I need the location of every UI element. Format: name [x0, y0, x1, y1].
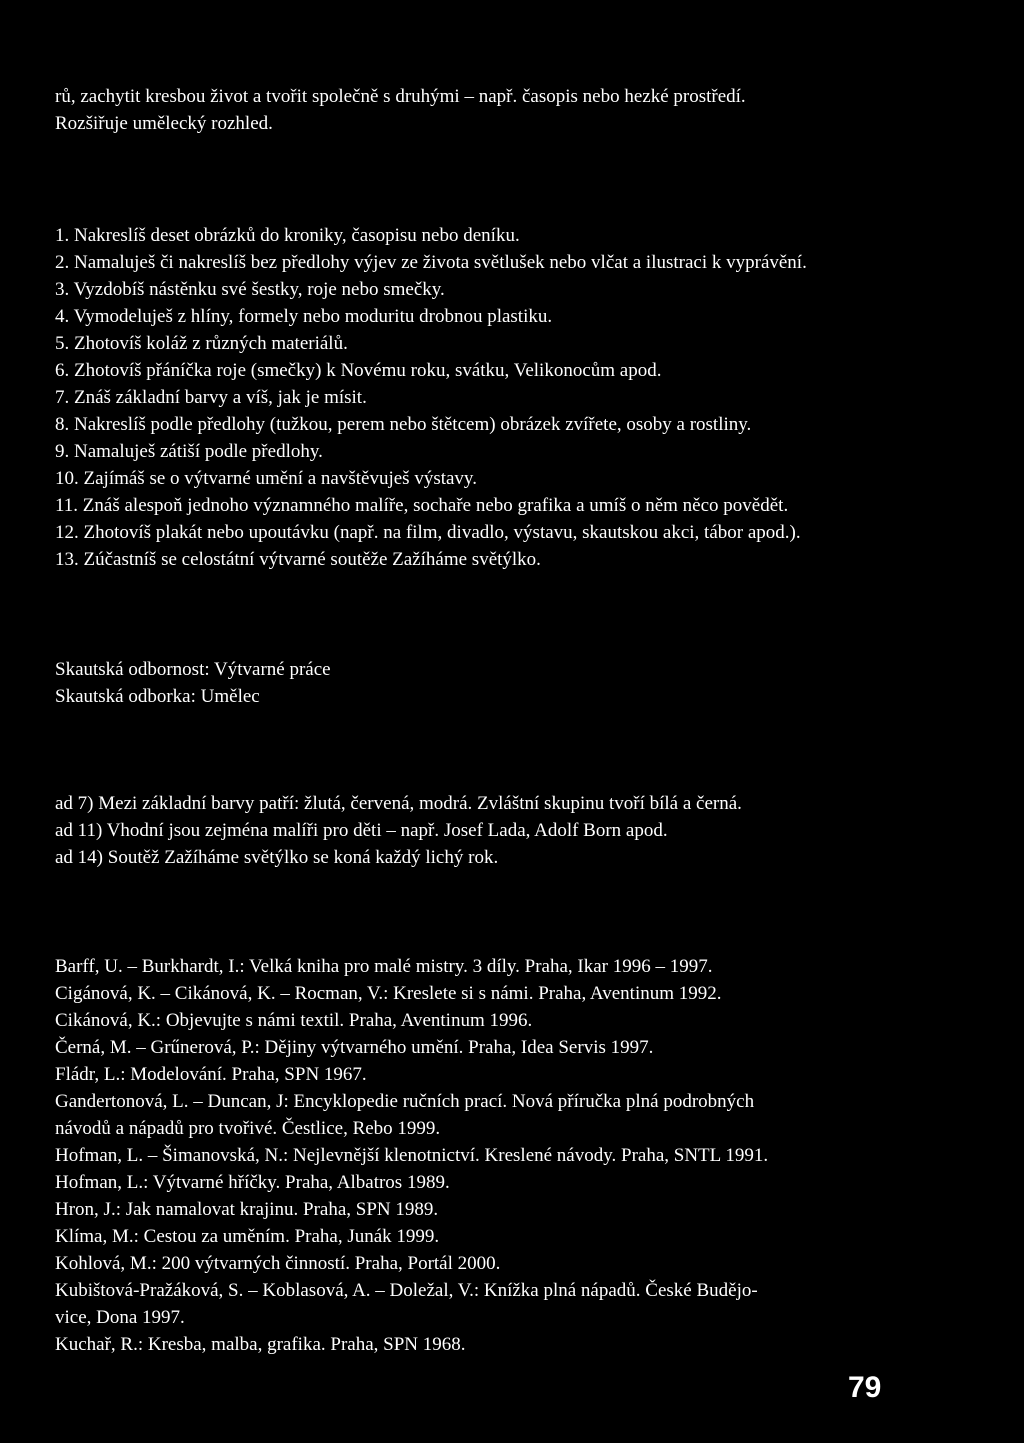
task-item: 5. Zhotovíš koláž z různých materiálů. — [55, 333, 348, 354]
task-item: 6. Zhotovíš přáníčka roje (smečky) k Novému roku, svátku, Velikonocům apod. — [55, 360, 662, 381]
literature-item: Kubištová-Pražáková, S. – Koblasová, A. – Doležal, V.: Knížka plná nápadů. České Budějo- — [55, 1280, 758, 1301]
note-item: ad 11) Vhodní jsou zejména malíři pro děti – např. Josef Lada, Adolf Born apod. — [55, 820, 668, 841]
literature-item: Hofman, L.: Výtvarné hříčky. Praha, Albatros 1989. — [55, 1172, 450, 1193]
task-item: 1. Nakreslíš deset obrázků do kroniky, časopisu nebo deníku. — [55, 225, 520, 246]
literature-item: Barff, U. – Burkhardt, I.: Velká kniha pro malé mistry. 3 díly. Praha, Ikar 1996 – 1997. — [55, 956, 713, 977]
task-item: 10. Zajímáš se o výtvarné umění a navštěvuješ výstavy. — [55, 468, 477, 489]
task-item: 3. Vyzdobíš nástěnku své šestky, roje nebo smečky. — [55, 279, 445, 300]
task-item: 11. Znáš alespoň jednoho významného malíře, sochaře nebo grafika a umíš o něm něco povědět. — [55, 495, 789, 516]
task-item: 7. Znáš základní barvy a víš, jak je mísit. — [55, 387, 367, 408]
literature-item: Cigánová, K. – Cikánová, K. – Rocman, V.: Kreslete si s námi. Praha, Aventinum 1992. — [55, 983, 722, 1004]
notes-section — [55, 790, 935, 871]
odbornost-section — [55, 656, 935, 710]
literature-item: vice, Dona 1997. — [55, 1307, 185, 1328]
page-number: 79 — [848, 1371, 882, 1404]
literature-item: Hron, J.: Jak namalovat krajinu. Praha, SPN 1989. — [55, 1199, 439, 1220]
task-item: 13. Zúčastníš se celostátní výtvarné soutěže Zažíháme světýlko. — [55, 549, 541, 570]
literature-item: Černá, M. – Grűnerová, P.: Dějiny výtvarného umění. Praha, Idea Servis 1997. — [55, 1037, 654, 1058]
task-item: 2. Namaluješ či nakreslíš bez předlohy výjev ze života světlušek nebo vlčat a ilustraci k vyprávění. — [55, 252, 807, 273]
literature-item: Hofman, L. – Šimanovská, N.: Nejlevnější klenotnictví. Kreslené návody. Praha, SNTL 1991. — [55, 1145, 769, 1166]
note-item: ad 7) Mezi základní barvy patří: žlutá, červená, modrá. Zvláštní skupinu tvoří bílá a černá. — [55, 793, 742, 814]
intro-line: Rozšiřuje umělecký rozhled. — [55, 113, 273, 134]
literature-list — [55, 953, 935, 1358]
task-item: 12. Zhotovíš plakát nebo upoutávku (např. na film, divadlo, výstavu, skautskou akci, tábor apod.). — [55, 522, 801, 543]
odborka-line: Skautská odborka: Umělec — [55, 686, 260, 707]
literature-item: Klíma, M.: Cestou za uměním. Praha, Junák 1999. — [55, 1226, 440, 1247]
literature-item: Fládr, L.: Modelování. Praha, SPN 1967. — [55, 1064, 367, 1085]
task-item: 8. Nakreslíš podle předlohy (tužkou, perem nebo štětcem) obrázek zvířete, osoby a rostliny. — [55, 414, 752, 435]
task-item: 4. Vymodeluješ z hlíny, formely nebo moduritu drobnou plastiku. — [55, 306, 553, 327]
intro-paragraph — [55, 83, 935, 137]
task-list — [55, 222, 935, 573]
odbornost-line: Skautská odbornost: Výtvarné práce — [55, 659, 331, 680]
literature-item: Kuchař, R.: Kresba, malba, grafika. Praha, SPN 1968. — [55, 1334, 466, 1355]
note-item: ad 14) Soutěž Zažíháme světýlko se koná každý lichý rok. — [55, 847, 499, 868]
task-item: 9. Namaluješ zátiší podle předlohy. — [55, 441, 323, 462]
literature-item: návodů a nápadů pro tvořivé. Čestlice, Rebo 1999. — [55, 1118, 441, 1139]
literature-item: Cikánová, K.: Objevujte s námi textil. Praha, Aventinum 1996. — [55, 1010, 533, 1031]
intro-line: rů, zachytit kresbou život a tvořit společně s druhými – např. časopis nebo hezké prostředí. — [55, 86, 746, 107]
literature-item: Gandertonová, L. – Duncan, J: Encyklopedie ručních prací. Nová příručka plná podrobných — [55, 1091, 755, 1112]
literature-item: Kohlová, M.: 200 výtvarných činností. Praha, Portál 2000. — [55, 1253, 501, 1274]
